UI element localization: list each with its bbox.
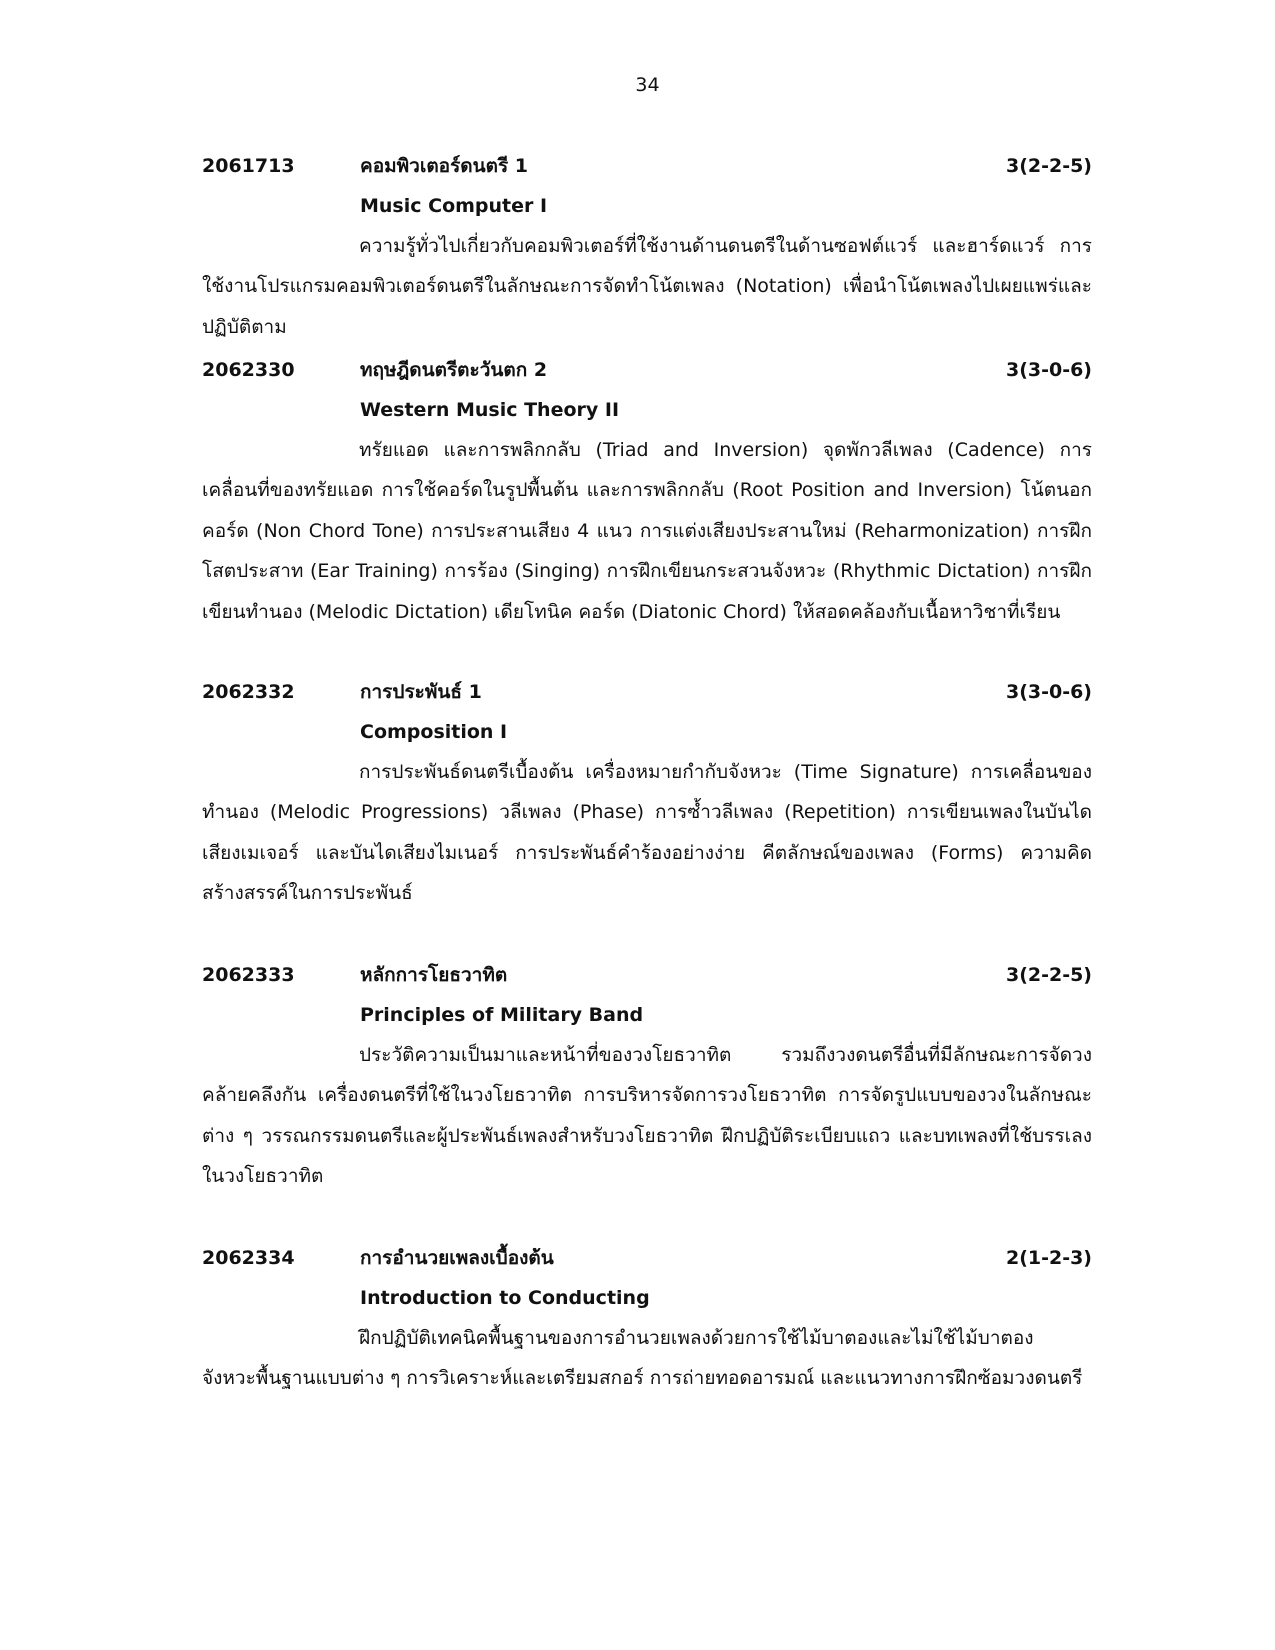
course-code: 2062334: [202, 1247, 295, 1269]
course-title-english: Introduction to Conducting: [360, 1287, 650, 1309]
course-code: 2062333: [202, 964, 295, 986]
course-title-english: Music Computer I: [360, 195, 548, 217]
course-description: การประพันธ์ดนตรีเบื้องต้น เครื่องหมายกำกับจังหวะ (Time Signature) การเคลื่อนของทำนอง (Melodic Progressions) วลีเพลง (Phase) การซ้ำวลีเพลง (Repetition) การเขียนเพลงในบันไดเสียงเมเจอร์ และบันไดเสียงไมเนอร์ การประพันธ์คำร้องอย่างง่าย คีตลักษณ์ของเพลง (Forms) ความคิดสร้างสรรค์ในการประพันธ์: [202, 761, 1092, 905]
course-description: ทรัยแอด และการพลิกกลับ (Triad and Inversion) จุดพักวลีเพลง (Cadence) การเคลื่อนที่ของทรัยแอด การใช้คอร์ดในรูปพื้นต้น และการพลิกกลับ (Root Position and Inversion) โน้ตนอกคอร์ด (Non Chord Tone) การประสานเสียง 4 แนว การแต่งเสียงประสานใหม่ (Reharmonization) การฝึกโสตประสาท (Ear Training) การร้อง (Singing) การฝึกเขียนกระสวนจังหวะ (Rhythmic Dictation) การฝึกเขียนทำนอง (Melodic Dictation) เดียโทนิค คอร์ด (Diatonic Chord) ให้สอดคล้องกับเนื้อหาวิชาที่เรียน: [202, 439, 1092, 623]
course-description: ฝึกปฏิบัติเทคนิคพื้นฐานของการอำนวยเพลงด้วยการใช้ไม้บาตองและไม่ใช้ไม้บาตอง จังหวะพื้นฐานแบบต่าง ๆ การวิเคราะห์และเตรียมสกอร์ การถ่ายทอดอารมณ์ และแนวทางการฝึกซ้อมวงดนตรี: [202, 1327, 1083, 1390]
course-entry: [202, 146, 1092, 347]
course-title-thai: ทฤษฎีดนตรีตะวันตก 2: [360, 359, 548, 381]
course-entry: [202, 672, 1092, 914]
course-credits: 3(2-2-5): [1005, 964, 1092, 986]
course-title-thai: หลักการโยธวาทิต: [360, 964, 508, 986]
page-number: 34: [635, 74, 660, 96]
course-entry: [202, 955, 1092, 1197]
course-title-english: Western Music Theory II: [360, 399, 620, 421]
course-title-english: Composition I: [360, 721, 508, 743]
course-header: [202, 1238, 1092, 1278]
course-credits: 3(3-0-6): [1005, 359, 1092, 381]
course-title-thai: การประพันธ์ 1: [360, 681, 482, 703]
course-title-english: Principles of Military Band: [360, 1004, 644, 1026]
course-header: [202, 146, 1092, 186]
course-description: ประวัติความเป็นมาและหน้าที่ของวงโยธวาทิต รวมถึงวงดนตรีอื่นที่มีลักษณะการจัดวงคล้ายคลึงกัน เครื่องดนตรีที่ใช้ในวงโยธวาทิต การบริหารจัดการวงโยธวาทิต การจัดรูปแบบของวงในลักษณะต่าง ๆ วรรณกรรมดนตรีและผู้ประพันธ์เพลงสำหรับวงโยธวาทิต ฝึกปฏิบัติระเบียบแถว และบทเพลงที่ใช้บรรเลงในวงโยธวาทิต: [202, 1044, 1092, 1188]
course-code: 2061713: [202, 155, 295, 177]
course-header: [202, 672, 1092, 712]
course-description: ความรู้ทั่วไปเกี่ยวกับคอมพิวเตอร์ที่ใช้งานด้านดนตรีในด้านซอฟต์แวร์ และฮาร์ดแวร์ การใช้งานโปรแกรมคอมพิวเตอร์ดนตรีในลักษณะการจัดทำโน้ตเพลง (Notation) เพื่อนำโน้ตเพลงไปเผยแพร่และปฏิบัติตาม: [202, 235, 1092, 338]
course-code: 2062330: [202, 359, 295, 381]
course-code: 2062332: [202, 681, 295, 703]
course-title-thai: คอมพิวเตอร์ดนตรี 1: [360, 155, 528, 177]
course-credits: 3(3-0-6): [1005, 681, 1092, 703]
course-header: [202, 955, 1092, 995]
course-credits: 2(1-2-3): [1005, 1247, 1092, 1269]
course-header: [202, 350, 1092, 390]
course-entry: [202, 350, 1092, 632]
course-credits: 3(2-2-5): [1005, 155, 1092, 177]
course-title-thai: การอำนวยเพลงเบื้องต้น: [360, 1247, 554, 1269]
course-entry: [202, 1238, 1092, 1399]
